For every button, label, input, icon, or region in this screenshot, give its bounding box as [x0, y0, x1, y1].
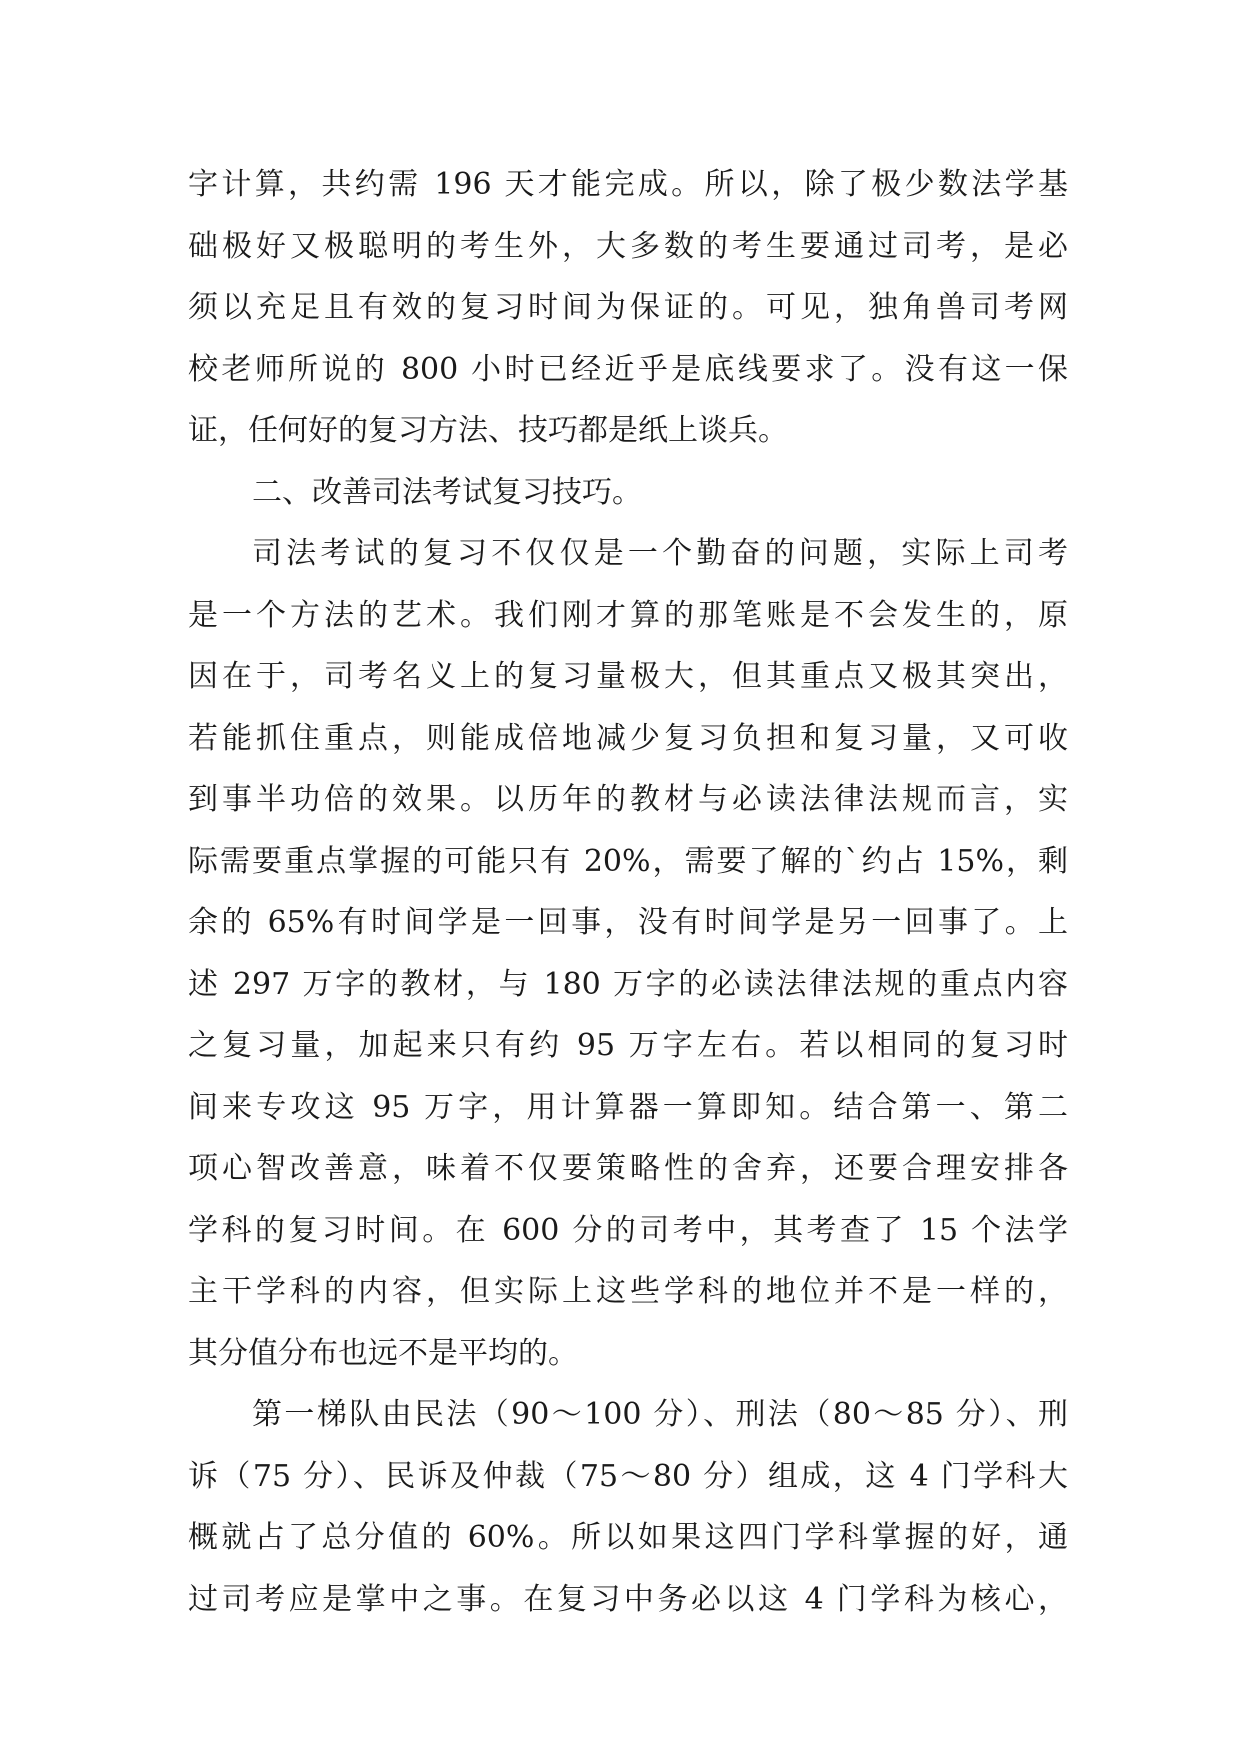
text-line: 项心智改善意，味着不仅要策略性的舍弃，还要合理安排各 — [188, 1151, 1068, 1186]
section-heading: 二、改善司法考试复习技巧。 — [252, 474, 642, 510]
text-line: 述 297 万字的教材，与 180 万字的必读法律法规的重点内容 — [188, 966, 1068, 1002]
text-line: 础极好又极聪明的考生外，大多数的考生要通过司考，是必 — [188, 228, 1068, 264]
text-line: 余的 65%有时间学是一回事，没有时间学是另一回事了。上 — [188, 905, 1068, 940]
text-line: 之复习量，加起来只有约 95 万字左右。若以相同的复习时 — [188, 1028, 1068, 1063]
text-line: 诉（75 分）、民诉及仲裁（75～80 分）组成，这 4 门学科大 — [188, 1458, 1068, 1494]
text-line: 学科的复习时间。在 600 分的司考中，其考查了 15 个法学 — [188, 1212, 1068, 1248]
text-line: 主干学科的内容，但实际上这些学科的地位并不是一样的， — [188, 1274, 1068, 1309]
text-line: 须以充足且有效的复习时间为保证的。可见，独角兽司考网 — [188, 290, 1068, 325]
text-line: 证，任何好的复习方法、技巧都是纸上谈兵。 — [188, 413, 788, 448]
text-line: 校老师所说的 800 小时已经近乎是底线要求了。没有这一保 — [188, 351, 1068, 387]
text-line: 字计算，共约需 196 天才能完成。所以，除了极少数法学基 — [188, 167, 1068, 202]
text-line: 到事半功倍的效果。以历年的教材与必读法律法规而言，实 — [188, 782, 1068, 817]
text-line: 司法考试的复习不仅仅是一个勤奋的问题，实际上司考 — [252, 536, 1068, 571]
body-text — [188, 154, 1068, 1630]
text-line: 过司考应是掌中之事。在复习中务必以这 4 门学科为核心， — [188, 1581, 1068, 1617]
text-line: 若能抓住重点，则能成倍地减少复习负担和复习量，又可收 — [188, 720, 1068, 756]
text-line: 因在于，司考名义上的复习量极大，但其重点又极其突出， — [188, 659, 1068, 694]
text-line: 是一个方法的艺术。我们刚才算的那笔账是不会发生的，原 — [188, 597, 1068, 633]
text-line: 间来专攻这 95 万字，用计算器一算即知。结合第一、第二 — [188, 1089, 1068, 1125]
text-line: 其分值分布也远不是平均的。 — [188, 1335, 578, 1371]
text-line: 际需要重点掌握的可能只有 20%，需要了解的`约占 15%，剩 — [188, 843, 1068, 879]
text-line: 第一梯队由民法（90～100 分）、刑法（80～85 分）、刑 — [252, 1397, 1068, 1432]
text-line: 概就占了总分值的 60%。所以如果这四门学科掌握的好，通 — [188, 1520, 1068, 1555]
